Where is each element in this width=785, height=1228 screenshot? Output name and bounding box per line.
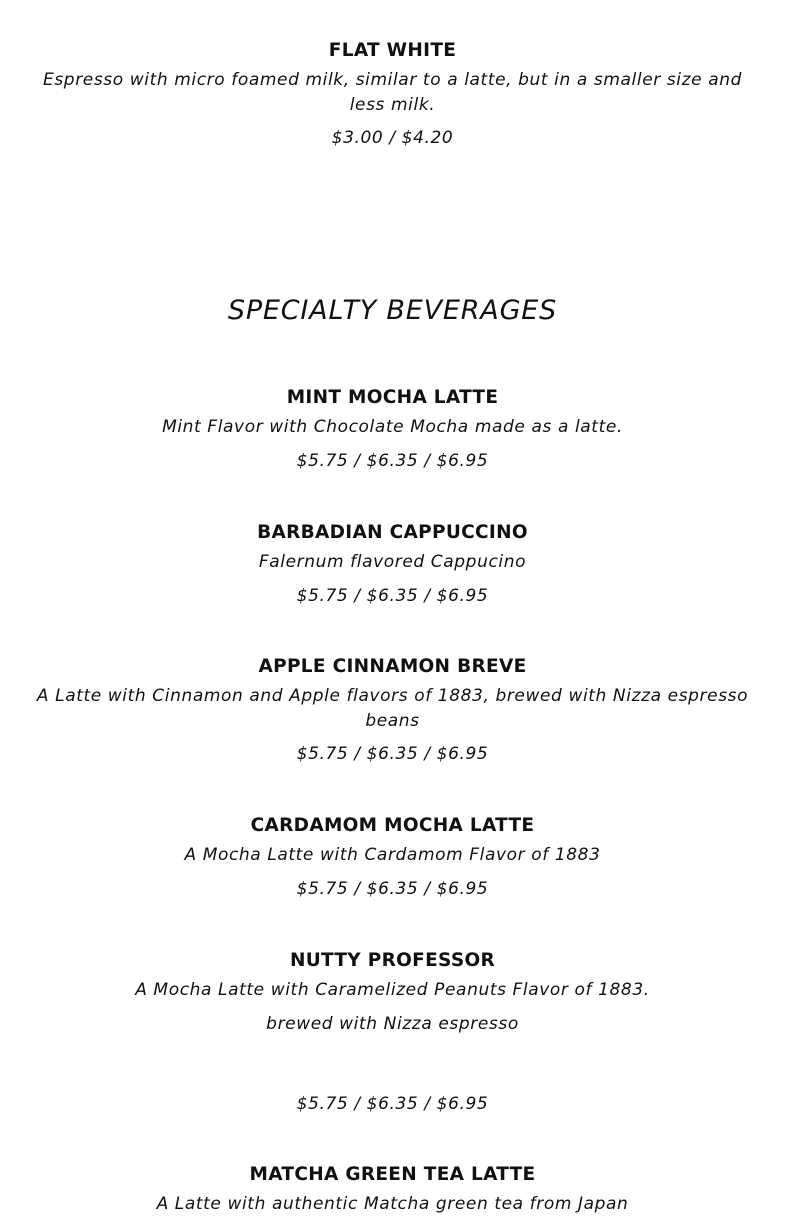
item-name: APPLE CINNAMON BREVE [258,656,527,677]
menu-item-matcha-green-tea-latte [0,1163,785,1217]
menu-item-mint-mocha-latte [0,386,785,473]
item-name: BARBADIAN CAPPUCCINO [257,522,528,543]
menu-item-cardamom-mocha-latte [0,814,785,901]
item-name: FLAT WHITE [328,40,457,61]
item-description: Falernum flavored Cappucino [258,552,527,572]
section-title: SPECIALTY BEVERAGES [227,295,558,326]
item-name: CARDAMOM MOCHA LATTE [250,815,535,836]
item-description: A Latte with Cinnamon and Apple flavors of 1883, brewed with Nizza espresso beans [36,686,749,731]
item-price: $5.75 / $6.35 / $6.95 [296,878,489,899]
menu-item-apple-cinnamon-breve [0,655,785,766]
nutty-professor-price-row [0,1092,785,1116]
item-price: $5.75 / $6.35 / $6.95 [296,1094,489,1114]
item-price: $5.75 / $6.35 / $6.95 [296,585,489,606]
item-description: A Latte with authentic Matcha green tea from Japan [156,1194,629,1214]
item-description: Mint Flavor with Chocolate Mocha made as a latte. [162,417,623,437]
item-description: Espresso with micro foamed milk, similar to a latte, but in a smaller size and less milk. [43,70,742,115]
item-description: A Mocha Latte with Cardamom Flavor of 1883 [184,845,601,865]
item-price: $3.00 / $4.20 [331,128,454,148]
item-name: MATCHA GREEN TEA LATTE [249,1164,536,1185]
menu-item-barbadian-cappuccino [0,521,785,608]
item-description: A Mocha Latte with Caramelized Peanuts Flavor of 1883. [135,980,650,1000]
item-name: MINT MOCHA LATTE [286,387,499,408]
item-extra-note: brewed with Nizza espresso [266,1013,519,1034]
menu-item-flat-white [0,39,785,150]
item-name: NUTTY PROFESSOR [289,950,496,971]
item-price: $5.75 / $6.35 / $6.95 [296,744,489,764]
menu-item-nutty-professor [0,949,785,1036]
item-price: $5.75 / $6.35 / $6.95 [296,450,489,471]
